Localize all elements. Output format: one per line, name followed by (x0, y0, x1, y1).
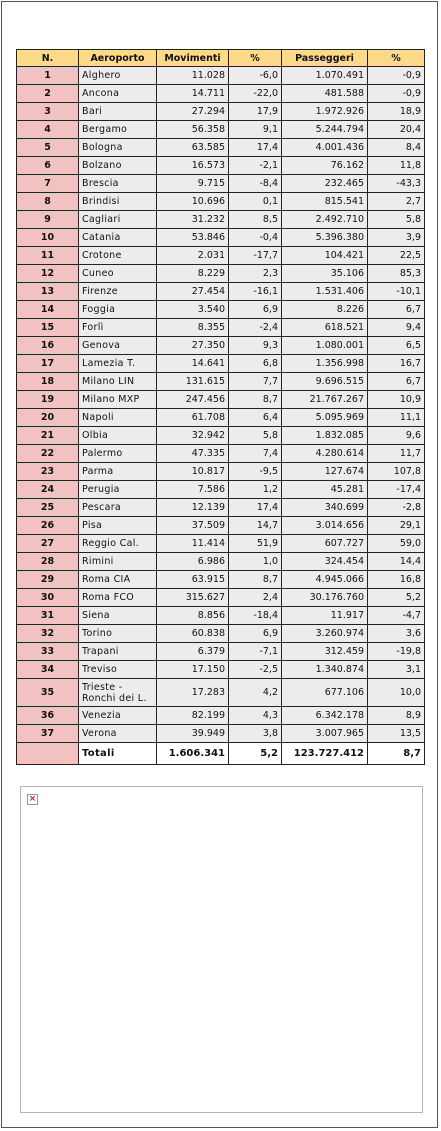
cell-number: 30 (17, 589, 79, 607)
cell-movements: 27.350 (157, 337, 229, 355)
table-header-row (17, 50, 425, 67)
table-row (17, 625, 425, 643)
cell-movements-pct: 9,3 (229, 337, 282, 355)
cell-airport: Catania (79, 229, 157, 247)
cell-passengers: 5.396.380 (282, 229, 368, 247)
cell-number: 12 (17, 265, 79, 283)
cell-number: 24 (17, 481, 79, 499)
table-row (17, 707, 425, 725)
cell-movements: 27.294 (157, 103, 229, 121)
cell-number: 14 (17, 301, 79, 319)
cell-number: 3 (17, 103, 79, 121)
cell-movements: 11.414 (157, 535, 229, 553)
cell-passengers: 4.280.614 (282, 445, 368, 463)
cell-movements-pct: -16,1 (229, 283, 282, 301)
cell-number: 8 (17, 193, 79, 211)
table-row (17, 355, 425, 373)
cell-airport: Brescia (79, 175, 157, 193)
cell-number: 36 (17, 707, 79, 725)
cell-movements-pct: -22,0 (229, 85, 282, 103)
cell-passengers: 232.465 (282, 175, 368, 193)
cell-movements: 8.355 (157, 319, 229, 337)
cell-movements: 63.585 (157, 139, 229, 157)
cell-passengers-pct: -17,4 (368, 481, 425, 499)
cell-airport: Bergamo (79, 121, 157, 139)
table-row (17, 535, 425, 553)
cell-passengers-pct: 3,1 (368, 661, 425, 679)
cell-passengers-pct: 13,5 (368, 725, 425, 743)
cell-number: 27 (17, 535, 79, 553)
cell-airport: Ancona (79, 85, 157, 103)
table-row (17, 409, 425, 427)
totals-number (17, 743, 79, 765)
cell-movements-pct: -6,0 (229, 67, 282, 85)
table-row (17, 553, 425, 571)
cell-passengers: 21.767.267 (282, 391, 368, 409)
cell-number: 32 (17, 625, 79, 643)
cell-movements-pct: -0,4 (229, 229, 282, 247)
table-row (17, 481, 425, 499)
cell-number: 21 (17, 427, 79, 445)
cell-number: 22 (17, 445, 79, 463)
cell-airport: Bari (79, 103, 157, 121)
cell-movements-pct: 14,7 (229, 517, 282, 535)
cell-passengers-pct: 11,8 (368, 157, 425, 175)
cell-passengers-pct: 11,7 (368, 445, 425, 463)
cell-passengers-pct: 3,9 (368, 229, 425, 247)
cell-passengers-pct: 14,4 (368, 553, 425, 571)
table-row (17, 725, 425, 743)
totals-movements: 1.606.341 (157, 743, 229, 765)
cell-movements: 31.232 (157, 211, 229, 229)
cell-passengers: 312.459 (282, 643, 368, 661)
cell-airport: Cuneo (79, 265, 157, 283)
cell-airport: Milano MXP (79, 391, 157, 409)
cell-movements: 47.335 (157, 445, 229, 463)
cell-number: 5 (17, 139, 79, 157)
cell-movements: 17.150 (157, 661, 229, 679)
cell-airport: Trapani (79, 643, 157, 661)
totals-movements-pct: 5,2 (229, 743, 282, 765)
cell-passengers: 1.070.491 (282, 67, 368, 85)
table-row (17, 211, 425, 229)
cell-airport: Rimini (79, 553, 157, 571)
cell-passengers-pct: 6,7 (368, 301, 425, 319)
cell-number: 18 (17, 373, 79, 391)
cell-passengers-pct: 2,7 (368, 193, 425, 211)
cell-airport: Forlì (79, 319, 157, 337)
totals-passengers-pct: 8,7 (368, 743, 425, 765)
cell-movements-pct: -17,7 (229, 247, 282, 265)
cell-passengers-pct: 107,8 (368, 463, 425, 481)
cell-passengers: 1.340.874 (282, 661, 368, 679)
cell-movements-pct: 1,2 (229, 481, 282, 499)
cell-passengers-pct: -4,7 (368, 607, 425, 625)
cell-airport: Perugia (79, 481, 157, 499)
cell-airport: Treviso (79, 661, 157, 679)
cell-movements-pct: -9,5 (229, 463, 282, 481)
cell-number: 7 (17, 175, 79, 193)
cell-number: 25 (17, 499, 79, 517)
cell-movements: 17.283 (157, 679, 229, 707)
cell-movements: 39.949 (157, 725, 229, 743)
cell-passengers-pct: 5,8 (368, 211, 425, 229)
cell-passengers: 607.727 (282, 535, 368, 553)
cell-airport: Olbia (79, 427, 157, 445)
cell-movements-pct: -7,1 (229, 643, 282, 661)
cell-passengers: 127.674 (282, 463, 368, 481)
cell-movements: 7.586 (157, 481, 229, 499)
cell-passengers: 2.492.710 (282, 211, 368, 229)
cell-passengers: 3.260.974 (282, 625, 368, 643)
cell-airport: Milano LIN (79, 373, 157, 391)
cell-number: 19 (17, 391, 79, 409)
cell-airport: Torino (79, 625, 157, 643)
cell-movements-pct: 5,8 (229, 427, 282, 445)
cell-passengers-pct: 18,9 (368, 103, 425, 121)
table-row (17, 229, 425, 247)
cell-airport: Bolzano (79, 157, 157, 175)
cell-movements-pct: 6,4 (229, 409, 282, 427)
cell-passengers-pct: 9,6 (368, 427, 425, 445)
cell-number: 28 (17, 553, 79, 571)
cell-airport: Genova (79, 337, 157, 355)
cell-movements-pct: 8,7 (229, 571, 282, 589)
cell-number: 13 (17, 283, 79, 301)
cell-number: 33 (17, 643, 79, 661)
cell-movements-pct: 17,4 (229, 139, 282, 157)
cell-passengers-pct: -0,9 (368, 67, 425, 85)
cell-movements: 37.509 (157, 517, 229, 535)
cell-passengers-pct: 22,5 (368, 247, 425, 265)
cell-airport: Parma (79, 463, 157, 481)
cell-movements-pct: 7,4 (229, 445, 282, 463)
cell-passengers-pct: 3,6 (368, 625, 425, 643)
cell-number: 16 (17, 337, 79, 355)
cell-number: 17 (17, 355, 79, 373)
cell-passengers: 1.972.926 (282, 103, 368, 121)
cell-passengers: 76.162 (282, 157, 368, 175)
table-row (17, 301, 425, 319)
cell-passengers: 5.095.969 (282, 409, 368, 427)
cell-movements-pct: 2,4 (229, 589, 282, 607)
header-movements: Movimenti (157, 50, 229, 67)
cell-number: 29 (17, 571, 79, 589)
cell-movements: 63.915 (157, 571, 229, 589)
table-row (17, 589, 425, 607)
cell-movements: 10.817 (157, 463, 229, 481)
cell-movements-pct: 8,7 (229, 391, 282, 409)
cell-passengers: 5.244.794 (282, 121, 368, 139)
table-row (17, 103, 425, 121)
cell-airport: Foggia (79, 301, 157, 319)
page-frame (1, 1, 438, 1128)
cell-number: 20 (17, 409, 79, 427)
table-row (17, 265, 425, 283)
cell-passengers: 1.080.001 (282, 337, 368, 355)
cell-number: 35 (17, 679, 79, 707)
cell-movements: 11.028 (157, 67, 229, 85)
header-passengers: Passeggeri (282, 50, 368, 67)
cell-passengers: 35.106 (282, 265, 368, 283)
cell-movements: 60.838 (157, 625, 229, 643)
table-row (17, 679, 425, 707)
cell-airport: Crotone (79, 247, 157, 265)
cell-passengers-pct: 16,7 (368, 355, 425, 373)
table-row (17, 247, 425, 265)
cell-passengers-pct: 9,4 (368, 319, 425, 337)
cell-airport: Trieste - Ronchi dei L. (79, 679, 157, 707)
cell-passengers-pct: -0,9 (368, 85, 425, 103)
cell-passengers-pct: 29,1 (368, 517, 425, 535)
cell-movements: 53.846 (157, 229, 229, 247)
cell-movements-pct: 17,9 (229, 103, 282, 121)
table-row (17, 661, 425, 679)
cell-movements: 27.454 (157, 283, 229, 301)
cell-number: 2 (17, 85, 79, 103)
cell-movements-pct: 9,1 (229, 121, 282, 139)
cell-passengers-pct: 59,0 (368, 535, 425, 553)
cell-airport: Firenze (79, 283, 157, 301)
cell-airport: Palermo (79, 445, 157, 463)
cell-passengers-pct: -43,3 (368, 175, 425, 193)
cell-passengers: 1.832.085 (282, 427, 368, 445)
cell-airport: Pisa (79, 517, 157, 535)
cell-movements: 61.708 (157, 409, 229, 427)
cell-passengers: 30.176.760 (282, 589, 368, 607)
cell-passengers: 815.541 (282, 193, 368, 211)
cell-number: 6 (17, 157, 79, 175)
cell-movements: 8.856 (157, 607, 229, 625)
cell-passengers-pct: -2,8 (368, 499, 425, 517)
cell-passengers: 340.699 (282, 499, 368, 517)
cell-movements: 8.229 (157, 265, 229, 283)
cell-movements: 14.711 (157, 85, 229, 103)
cell-passengers: 1.356.998 (282, 355, 368, 373)
cell-passengers: 8.226 (282, 301, 368, 319)
cell-passengers-pct: 10,9 (368, 391, 425, 409)
table-row (17, 337, 425, 355)
table-row (17, 517, 425, 535)
cell-passengers: 1.531.406 (282, 283, 368, 301)
cell-movements-pct: 3,8 (229, 725, 282, 743)
table-row (17, 571, 425, 589)
table-row (17, 175, 425, 193)
cell-movements-pct: 8,5 (229, 211, 282, 229)
cell-airport: Venezia (79, 707, 157, 725)
cell-passengers: 9.696.515 (282, 373, 368, 391)
table-row (17, 283, 425, 301)
cell-movements-pct: -8,4 (229, 175, 282, 193)
cell-movements: 16.573 (157, 157, 229, 175)
cell-number: 4 (17, 121, 79, 139)
cell-airport: Reggio Cal. (79, 535, 157, 553)
cell-passengers: 3.014.656 (282, 517, 368, 535)
cell-number: 26 (17, 517, 79, 535)
cell-movements-pct: -2,5 (229, 661, 282, 679)
cell-passengers-pct: 8,4 (368, 139, 425, 157)
totals-row (17, 743, 425, 765)
cell-airport: Roma CIA (79, 571, 157, 589)
image-placeholder (20, 786, 423, 1113)
cell-movements-pct: 17,4 (229, 499, 282, 517)
header-movements-pct: % (229, 50, 282, 67)
cell-movements: 82.199 (157, 707, 229, 725)
cell-passengers: 6.342.178 (282, 707, 368, 725)
cell-passengers: 45.281 (282, 481, 368, 499)
cell-passengers-pct: -19,8 (368, 643, 425, 661)
cell-movements-pct: -18,4 (229, 607, 282, 625)
cell-airport: Cagliari (79, 211, 157, 229)
table-row (17, 463, 425, 481)
cell-passengers-pct: 85,3 (368, 265, 425, 283)
cell-passengers-pct: 6,7 (368, 373, 425, 391)
cell-number: 15 (17, 319, 79, 337)
cell-movements-pct: 2,3 (229, 265, 282, 283)
table-row (17, 373, 425, 391)
cell-movements-pct: 1,0 (229, 553, 282, 571)
cell-airport: Roma FCO (79, 589, 157, 607)
cell-movements: 6.379 (157, 643, 229, 661)
cell-airport: Brindisi (79, 193, 157, 211)
header-airport: Aeroporto (79, 50, 157, 67)
table-row (17, 85, 425, 103)
broken-image-icon: × (28, 794, 37, 804)
cell-movements: 14.641 (157, 355, 229, 373)
cell-airport: Pescara (79, 499, 157, 517)
cell-movements-pct: -2,1 (229, 157, 282, 175)
totals-label: Totali (79, 743, 157, 765)
cell-passengers: 677.106 (282, 679, 368, 707)
cell-movements-pct: 6,8 (229, 355, 282, 373)
cell-airport: Verona (79, 725, 157, 743)
table-row (17, 427, 425, 445)
cell-passengers-pct: 6,5 (368, 337, 425, 355)
table-row (17, 121, 425, 139)
cell-passengers-pct: 16,8 (368, 571, 425, 589)
table-row (17, 139, 425, 157)
cell-passengers-pct: -10,1 (368, 283, 425, 301)
cell-airport: Alghero (79, 67, 157, 85)
cell-passengers-pct: 5,2 (368, 589, 425, 607)
cell-passengers: 11.917 (282, 607, 368, 625)
cell-number: 1 (17, 67, 79, 85)
cell-number: 9 (17, 211, 79, 229)
cell-movements: 12.139 (157, 499, 229, 517)
cell-number: 31 (17, 607, 79, 625)
cell-number: 37 (17, 725, 79, 743)
cell-movements: 315.627 (157, 589, 229, 607)
cell-movements-pct: 6,9 (229, 301, 282, 319)
header-number: N. (17, 50, 79, 67)
cell-passengers: 324.454 (282, 553, 368, 571)
cell-number: 11 (17, 247, 79, 265)
cell-movements-pct: 0,1 (229, 193, 282, 211)
cell-movements: 10.696 (157, 193, 229, 211)
cell-passengers: 4.001.436 (282, 139, 368, 157)
cell-airport: Bologna (79, 139, 157, 157)
table-row (17, 193, 425, 211)
table-row (17, 391, 425, 409)
cell-airport: Lamezia T. (79, 355, 157, 373)
cell-passengers-pct: 10,0 (368, 679, 425, 707)
cell-number: 34 (17, 661, 79, 679)
table-row (17, 499, 425, 517)
cell-passengers: 3.007.965 (282, 725, 368, 743)
cell-movements: 9.715 (157, 175, 229, 193)
table-row (17, 445, 425, 463)
cell-movements: 6.986 (157, 553, 229, 571)
cell-movements: 56.358 (157, 121, 229, 139)
cell-passengers: 481.588 (282, 85, 368, 103)
cell-passengers: 618.521 (282, 319, 368, 337)
cell-number: 23 (17, 463, 79, 481)
cell-airport: Napoli (79, 409, 157, 427)
table-row (17, 319, 425, 337)
table-row (17, 157, 425, 175)
cell-movements-pct: 7,7 (229, 373, 282, 391)
cell-passengers: 4.945.066 (282, 571, 368, 589)
cell-movements-pct: 6,9 (229, 625, 282, 643)
cell-movements-pct: 4,3 (229, 707, 282, 725)
cell-movements: 247.456 (157, 391, 229, 409)
airport-stats-table (16, 49, 425, 765)
cell-movements-pct: -2,4 (229, 319, 282, 337)
cell-passengers: 104.421 (282, 247, 368, 265)
cell-movements: 3.540 (157, 301, 229, 319)
cell-passengers-pct: 20,4 (368, 121, 425, 139)
cell-movements-pct: 51,9 (229, 535, 282, 553)
cell-movements: 32.942 (157, 427, 229, 445)
cell-movements-pct: 4,2 (229, 679, 282, 707)
table-row (17, 67, 425, 85)
cell-passengers-pct: 11,1 (368, 409, 425, 427)
cell-movements: 131.615 (157, 373, 229, 391)
totals-passengers: 123.727.412 (282, 743, 368, 765)
cell-number: 10 (17, 229, 79, 247)
cell-airport: Siena (79, 607, 157, 625)
table-row (17, 643, 425, 661)
cell-movements: 2.031 (157, 247, 229, 265)
table-row (17, 607, 425, 625)
header-passengers-pct: % (368, 50, 425, 67)
cell-passengers-pct: 8,9 (368, 707, 425, 725)
